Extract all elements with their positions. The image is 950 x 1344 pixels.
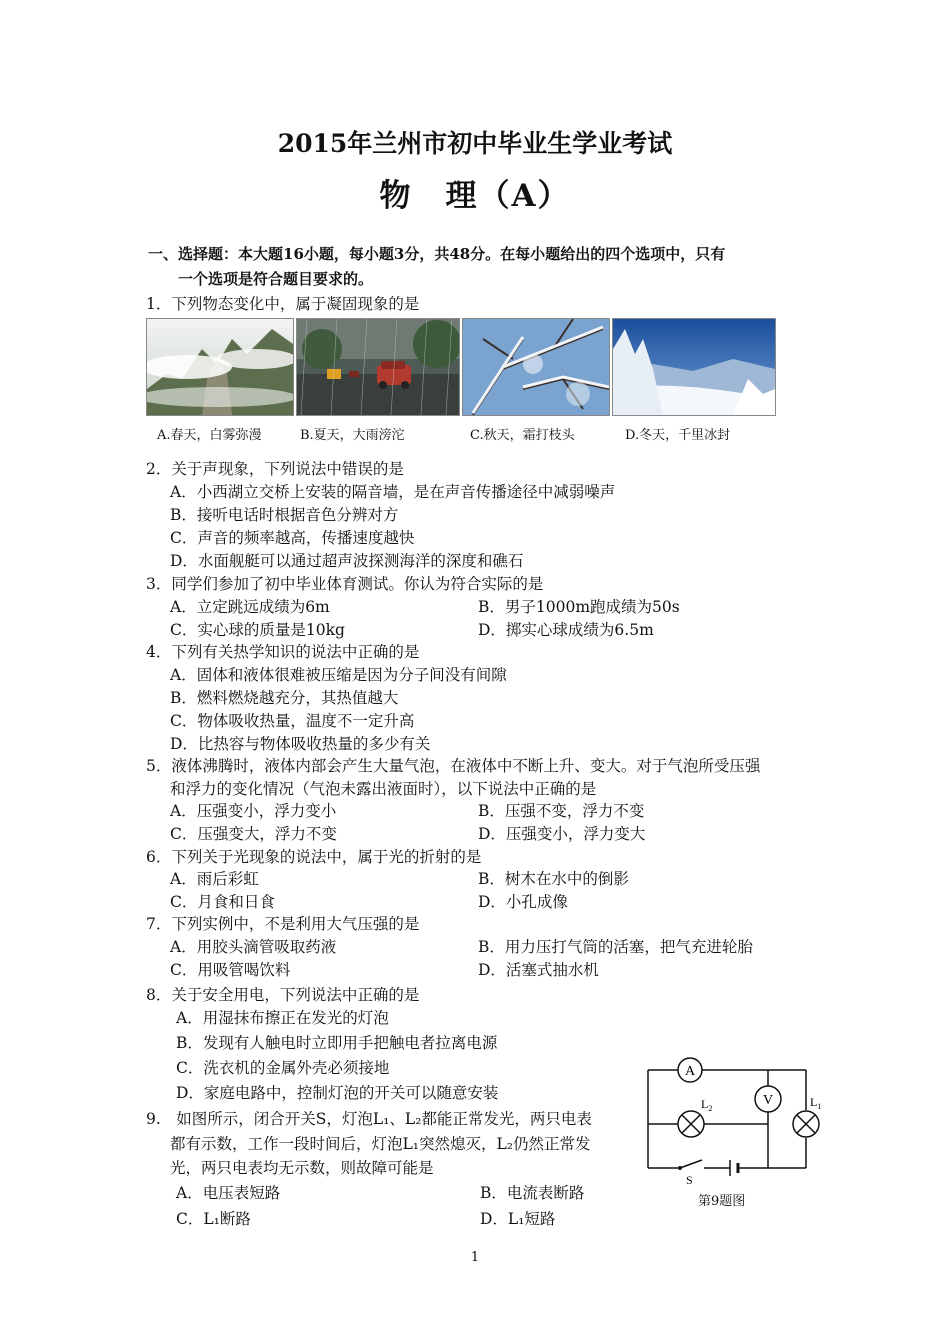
q4-option-d: D．比热容与物体吸收热量的多少有关 — [170, 735, 431, 753]
q9-option-b: B．电流表断路 — [480, 1184, 585, 1202]
q7-option-b: B．用力压打气筒的活塞，把气充进轮胎 — [478, 938, 753, 956]
circuit-diagram — [640, 1050, 840, 1210]
q7-option-a: A．用胶头滴管吸取药液 — [170, 938, 337, 956]
q4-option-a: A．固体和液体很难被压缩是因为分子间没有间隙 — [170, 666, 507, 684]
photo-rain — [296, 318, 460, 416]
page-number: 1 — [470, 1250, 480, 1265]
ammeter-label: A — [684, 1064, 696, 1079]
q6-option-a: A．雨后彩虹 — [170, 870, 259, 888]
q9-stem-line3: 光，两只电表均无示数，则故障可能是 — [170, 1159, 434, 1177]
q2-option-d: D．水面舰艇可以通过超声波探测海洋的深度和礁石 — [170, 552, 524, 570]
q9-option-a: A．电压表短路 — [176, 1184, 281, 1202]
q9-stem-line1: 9. 如图所示，闭合开关S，灯泡L₁、L₂都能正常发光，两只电表 — [146, 1110, 592, 1128]
exam-title: 2015年兰州市初中毕业生学业考试 — [277, 129, 673, 158]
figure-caption: 第9题图 — [698, 1194, 746, 1209]
lamp-l1-label: $L_1$ — [810, 1095, 822, 1111]
q4-option-c: C．物体吸收热量，温度不一定升高 — [170, 712, 415, 730]
q2-option-b: B．接听电话时根据音色分辨对方 — [170, 506, 399, 524]
q8-option-a: A．用湿抹布擦正在发光的灯泡 — [176, 1009, 389, 1027]
q2-option-a: A．小西湖立交桥上安装的隔音墙，是在声音传播途径中减弱噪声 — [170, 483, 616, 501]
q8-option-c: C．洗衣机的金属外壳必须接地 — [176, 1059, 390, 1077]
q9-option-c: C．L₁断路 — [176, 1210, 251, 1228]
photo-snow — [612, 318, 776, 416]
q8-stem: 8．关于安全用电，下列说法中正确的是 — [146, 986, 420, 1004]
q7-option-c: C．用吸管喝饮料 — [170, 961, 291, 979]
voltmeter-label: V — [762, 1093, 774, 1108]
switch-pivot — [678, 1166, 682, 1170]
section-heading-line1: 一、选择题：本大题16小题，每小题3分，共48分。在每小题给出的四个选项中，只有 — [148, 245, 726, 263]
q8-option-b: B．发现有人触电时立即用手把触电者拉离电源 — [176, 1034, 498, 1052]
q7-option-d: D．活塞式抽水机 — [478, 961, 599, 979]
q5-option-c: C．压强变大，浮力不变 — [170, 825, 337, 843]
photo-frost — [462, 318, 610, 416]
photo-fog — [146, 318, 294, 416]
q6-stem: 6．下列关于光现象的说法中，属于光的折射的是 — [146, 848, 482, 866]
q6-option-c: C．月食和日食 — [170, 893, 275, 911]
q6-option-b: B．树木在水中的倒影 — [478, 870, 629, 888]
q4-stem: 4．下列有关热学知识的说法中正确的是 — [146, 643, 420, 661]
q2-stem: 2．关于声现象，下列说法中错误的是 — [146, 460, 404, 478]
section-heading-line2: 一个选项是符合题目要求的。 — [178, 270, 374, 288]
switch-label: S — [686, 1173, 693, 1187]
q1-caption-d: D.冬天，千里冰封 — [625, 428, 731, 443]
q9-option-d: D．L₁短路 — [480, 1210, 556, 1228]
q5-option-d: D．压强变小，浮力变大 — [478, 825, 646, 843]
subject-title: 物 理（A） — [379, 178, 571, 214]
q8-option-d: D．家庭电路中，控制灯泡的开关可以随意安装 — [176, 1084, 499, 1102]
q3-option-b: B．男子1000m跑成绩为50s — [478, 598, 680, 616]
q5-stem-line2: 和浮力的变化情况（气泡未露出液面时），以下说法中正确的是 — [170, 780, 597, 798]
q6-option-d: D．小孔成像 — [478, 893, 568, 911]
lamp-l2-icon — [678, 1111, 704, 1137]
q5-option-a: A．压强变小，浮力变小 — [170, 802, 337, 820]
q1-caption-c: C.秋天，霜打枝头 — [470, 428, 575, 443]
q5-stem-line1: 5．液体沸腾时，液体内部会产生大量气泡，在液体中不断上升、变大。对于气泡所受压强 — [146, 757, 761, 775]
q1-caption-a: A.春天，白雾弥漫 — [157, 428, 262, 443]
q3-stem: 3．同学们参加了初中毕业体育测试。你认为符合实际的是 — [146, 575, 544, 593]
q9-stem-line2: 都有示数，工作一段时间后，灯泡L₁突然熄灭，L₂仍然正常发 — [170, 1135, 591, 1153]
section-heading — [148, 242, 808, 292]
q7-stem: 7．下列实例中，不是利用大气压强的是 — [146, 915, 420, 933]
lamp-l2-label: $L_2$ — [701, 1097, 713, 1113]
q1-stem: 1．下列物态变化中，属于凝固现象的是 — [146, 295, 420, 313]
q2-option-c: C．声音的频率越高，传播速度越快 — [170, 529, 415, 547]
q1-caption-b: B.夏天，大雨滂沱 — [300, 428, 405, 443]
q4-option-b: B．燃料燃烧越充分，其热值越大 — [170, 689, 399, 707]
q5-option-b: B．压强不变，浮力不变 — [478, 802, 645, 820]
q3-option-a: A．立定跳远成绩为6m — [170, 598, 330, 616]
lamp-l1-icon — [793, 1111, 819, 1137]
q3-option-c: C．实心球的质量是10kg — [170, 621, 345, 639]
q3-option-d: D．掷实心球成绩为6.5m — [478, 621, 654, 639]
